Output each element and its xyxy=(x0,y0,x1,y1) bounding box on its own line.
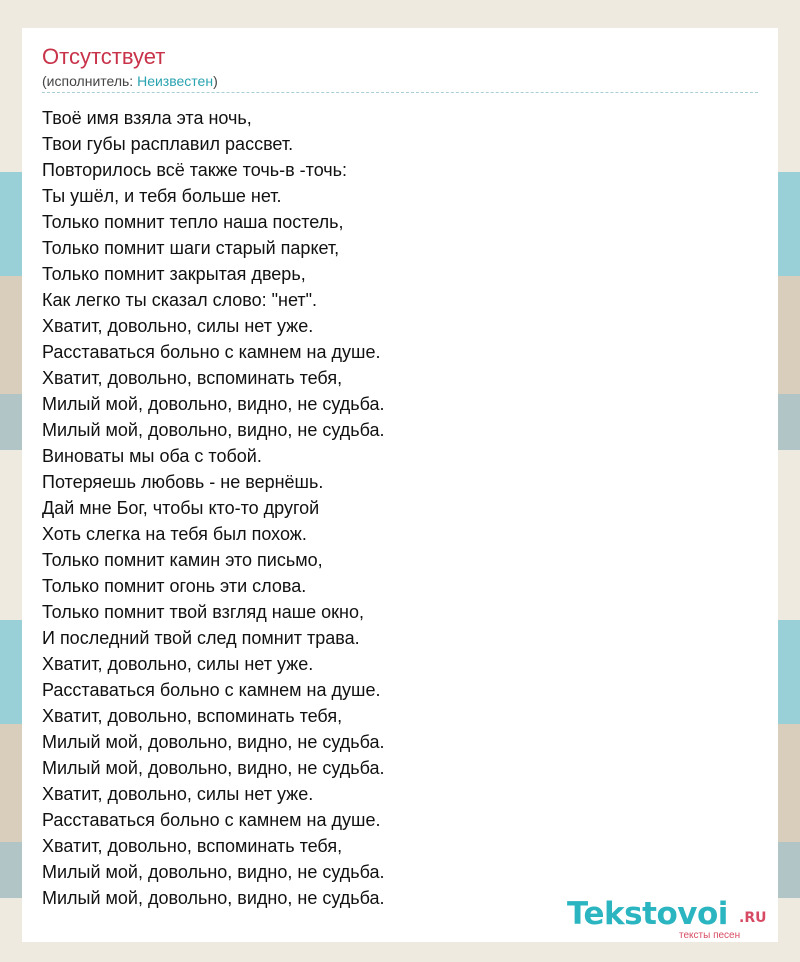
lyric-line: Только помнит тепло наша постель, xyxy=(42,212,344,232)
logo-wordmark: Tekstovoi xyxy=(567,896,728,932)
lyric-line: Хватит, довольно, силы нет уже. xyxy=(42,316,314,336)
lyric-line: Виноваты мы оба с тобой. xyxy=(42,446,262,466)
performer-suffix: ) xyxy=(213,73,218,89)
lyric-line: Милый мой, довольно, видно, не судьба. xyxy=(42,394,385,414)
artist-link[interactable]: Неизвестен xyxy=(137,73,214,89)
tekstovoi-logo[interactable] xyxy=(567,896,773,940)
lyric-line: Расставаться больно с камнем на душе. xyxy=(42,342,381,362)
lyric-line: Хватит, довольно, вспоминать тебя, xyxy=(42,368,343,388)
lyrics-card xyxy=(22,28,778,942)
lyrics-text xyxy=(42,105,385,911)
lyric-line: Дай мне Бог, чтобы кто-то другой xyxy=(42,498,320,518)
lyric-line: И последний твой след помнит трава. xyxy=(42,628,360,648)
lyric-line: Твоё имя взяла эта ночь, xyxy=(42,108,252,128)
performer-prefix: (исполнитель: xyxy=(42,73,138,89)
lyric-line: Расставаться больно с камнем на душе. xyxy=(42,680,381,700)
lyric-line: Хватит, довольно, вспоминать тебя, xyxy=(42,836,343,856)
lyric-line: Только помнит закрытая дверь, xyxy=(42,264,306,284)
lyric-line: Милый мой, довольно, видно, не судьба. xyxy=(42,862,385,882)
lyric-line: Милый мой, довольно, видно, не судьба. xyxy=(42,732,385,752)
lyric-line: Хоть слегка на тебя был похож. xyxy=(42,524,307,544)
dashed-divider xyxy=(42,92,758,93)
lyric-line: Расставаться больно с камнем на душе. xyxy=(42,810,381,830)
performer-line xyxy=(42,73,218,89)
lyric-line: Как легко ты сказал слово: "нет". xyxy=(42,290,318,310)
lyric-line: Только помнит огонь эти слова. xyxy=(42,576,307,596)
lyric-line: Только помнит камин это письмо, xyxy=(42,550,323,570)
lyric-line: Милый мой, довольно, видно, не судьба. xyxy=(42,758,385,778)
lyric-line: Только помнит твой взгляд наше окно, xyxy=(42,602,364,622)
lyric-line: Ты ушёл, и тебя больше нет. xyxy=(42,186,282,206)
lyric-line: Потеряешь любовь - не вернёшь. xyxy=(42,472,324,492)
lyric-line: Хватит, довольно, вспоминать тебя, xyxy=(42,706,343,726)
lyric-line: Повторилось всё также точь-в -точь: xyxy=(42,160,348,180)
logo-tagline: тексты песен xyxy=(679,930,741,941)
lyric-line: Хватит, довольно, силы нет уже. xyxy=(42,654,314,674)
lyric-line: Милый мой, довольно, видно, не судьба. xyxy=(42,888,385,908)
logo-domain: .RU xyxy=(739,910,767,926)
lyric-line: Хватит, довольно, силы нет уже. xyxy=(42,784,314,804)
lyric-line: Только помнит шаги старый паркет, xyxy=(42,238,340,258)
lyric-line: Твои губы расплавил рассвет. xyxy=(42,134,294,154)
song-title: Отсутствует xyxy=(42,44,166,69)
lyric-line: Милый мой, довольно, видно, не судьба. xyxy=(42,420,385,440)
